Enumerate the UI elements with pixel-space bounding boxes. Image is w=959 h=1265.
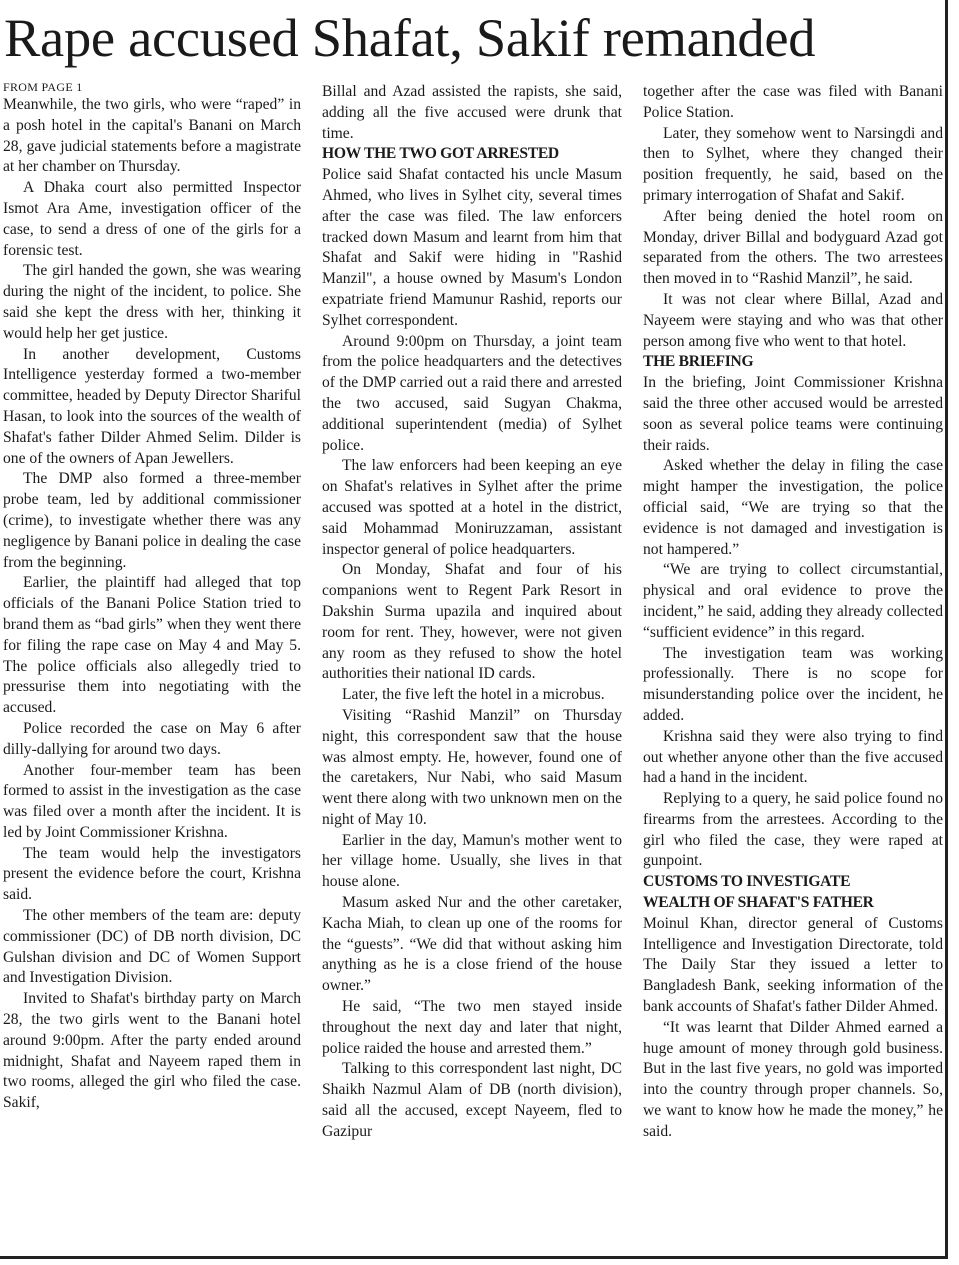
- paragraph: After being denied the hotel room on Monday, driver Billal and bodyguard Azad got separated from the others. The two arrestees then moved in to “Rashid Manzil”, he said.: [643, 207, 943, 288]
- paragraph: Moinul Khan, director general of Customs Intelligence and Investigation Directorate, told The Daily Star they issued a letter to Bangladesh Bank, seeking information of the bank accounts of Shafat's father Dilder Ahmed.: [643, 914, 943, 1016]
- paragraph: Meanwhile, the two girls, who were “raped” in a posh hotel in the capital's Banani on March 28, gave judicial statements before a magistrate at her chamber on Thursday.: [3, 96, 301, 176]
- paragraph: Later, they somehow went to Narsingdi and then to Sylhet, where they changed their position frequently, he said, based on the primary interrogation of Shafat and Sakif.: [643, 124, 943, 204]
- paragraph: He said, “The two men stayed inside throughout the next day and later that night, police raided the house and arrested them.”: [322, 998, 622, 1057]
- paragraph: Asked whether the delay in filing the case might hamper the investigation, the police official said, “We are trying so that the evidence is not damaged and investigation is not hampered.”: [643, 457, 943, 558]
- paragraph: “It was learnt that Dilder Ahmed earned a huge amount of money through gold business. But in the last five years, no gold was imported into the country through proper channels. So, we want to know how he made the money,” he said.: [643, 1018, 943, 1140]
- subheading-customs-line1: CUSTOMS TO INVESTIGATE: [643, 873, 851, 891]
- column-2: [322, 82, 622, 1250]
- paragraph: Earlier, the plaintiff had alleged that top officials of the Banani Police Station tried to brand them as “bad girls” when they went there for filing the rape case on May 4 and May 5. The police officials also allegedly tried to pressurise them into negotiating with the accused.: [3, 574, 301, 717]
- subheading-briefing: THE BRIEFING: [643, 353, 754, 371]
- paragraph: It was not clear where Billal, Azad and Nayeem were staying and who was that other person among five who went to that hotel.: [643, 290, 943, 350]
- paragraph: Masum asked Nur and the other caretaker, Kacha Miah, to clean up one of the rooms for the “guests”. “We did that without asking him anything as he is a close friend of the house owner.”: [322, 894, 622, 995]
- paragraph: Police recorded the case on May 6 after dilly-dallying for around two days.: [3, 719, 301, 758]
- paragraph: The DMP also formed a three-member probe team, led by additional commissioner (crime), to investigate whether there was any negligence by Banani police in dealing the case from the beginning.: [3, 470, 301, 571]
- column-3: [643, 82, 943, 1250]
- paragraph: Earlier in the day, Mamun's mother went to her village home. Usually, she lives in that house alone.: [322, 831, 622, 891]
- paragraph: Another four-member team has been formed to assist in the investigation as the case was filed over a month after the incident. It is led by Joint Commissioner Krishna.: [3, 761, 301, 841]
- paragraph: On Monday, Shafat and four of his companions went to Regent Park Resort in Dakshin Surma upazila and inquired about room for rent. They, however, were not given any room as they refused to show the hotel authorities their national ID cards.: [322, 561, 622, 683]
- paragraph: The girl handed the gown, she was wearing during the night of the incident, to police. She said she kept the dress with her, thinking it would help her get justice.: [3, 262, 301, 342]
- column-1: [3, 80, 301, 1250]
- paragraph: together after the case was filed with Banani Police Station.: [643, 83, 943, 121]
- paragraph: The law enforcers had been keeping an eye on Shafat's relatives in Sylhet after the prime accused was spotted at a hotel in the district, said Mohammad Moniruzzaman, assistant inspector general of police headquarters.: [322, 457, 622, 558]
- subheading-arrest: HOW THE TWO GOT ARRESTED: [322, 145, 559, 163]
- paragraph: Around 9:00pm on Thursday, a joint team from the police headquarters and the detectives of the DMP carried out a raid there and arrested the two accused, said Sugyan Chakma, additional superintendent (media) of Sylhet police.: [322, 332, 622, 454]
- paragraph: “We are trying to collect circumstantial, physical and oral evidence to prove the incident,” he said, adding they already collected “sufficient evidence” in this regard.: [643, 561, 943, 641]
- jump-label: FROM PAGE 1: [3, 80, 83, 94]
- paragraph: Billal and Azad assisted the rapists, she said, adding all the five accused were drunk that time.: [322, 83, 622, 142]
- paragraph: Later, the five left the hotel in a microbus.: [342, 686, 605, 704]
- paragraph: The investigation team was working professionally. There is no scope for misunderstanding police over the incident, he added.: [643, 644, 943, 724]
- headline: Rape accused Shafat, Sakif remanded: [4, 7, 816, 68]
- paragraph: Invited to Shafat's birthday party on March 28, the two girls went to the Banani hotel around 9:00pm. After the party ended around midnight, Shafat and Nayeem raped them in two rooms, alleged the girl who filed the case. Sakif,: [3, 990, 301, 1112]
- paragraph: A Dhaka court also permitted Inspector Ismot Ara Ame, investigation officer of the case, to send a dress of one of the girls for a forensic test.: [3, 179, 301, 259]
- paragraph: Krishna said they were also trying to find out whether anyone other than the five accused had a hand in the incident.: [643, 727, 943, 787]
- paragraph: Visiting “Rashid Manzil” on Thursday night, this correspondent saw that the house was almost empty. He, however, found one of the caretakers, Nur Nabi, who said Masum went there along with two unknown men on the night of May 10.: [322, 706, 622, 828]
- subheading-customs: [643, 872, 943, 914]
- paragraph: The other members of the team are: deputy commissioner (DC) of DB north division, DC Gulshan division and DC of Women Support and Investigation Division.: [3, 907, 301, 987]
- paragraph: The team would help the investigators present the evidence before the court, Krishna said.: [3, 844, 301, 904]
- paragraph: In another development, Customs Intelligence yesterday formed a two-member committee, headed by Deputy Director Shariful Hasan, to look into the sources of the wealth of Shafat's father Dilder Ahmed Selim. Dilder is one of the owners of Apan Jewellers.: [3, 345, 301, 467]
- subheading-customs-line2: WEALTH OF SHAFAT'S FATHER: [643, 894, 874, 912]
- paragraph: Talking to this correspondent last night, DC Shaikh Nazmul Alam of DB (north division), said all the accused, except Nayeem, fled to Gazipur: [322, 1060, 622, 1140]
- paragraph: In the briefing, Joint Commissioner Krishna said the three other accused would be arrested soon as several police teams were continuing their raids.: [643, 374, 943, 454]
- paragraph: Replying to a query, he said police found no firearms from the arrestees. According to the girl who filed the case, they were raped at gunpoint.: [643, 790, 943, 870]
- paragraph: Police said Shafat contacted his uncle Masum Ahmed, who lives in Sylhet city, several times after the case was filed. The law enforcers tracked down Masum and learnt from him that Shafat and Sakif were hiding in "Rashid Manzil", a house owned by Masum's London expatriate friend Mamunur Rashid, reports our Sylhet correspondent.: [322, 166, 622, 329]
